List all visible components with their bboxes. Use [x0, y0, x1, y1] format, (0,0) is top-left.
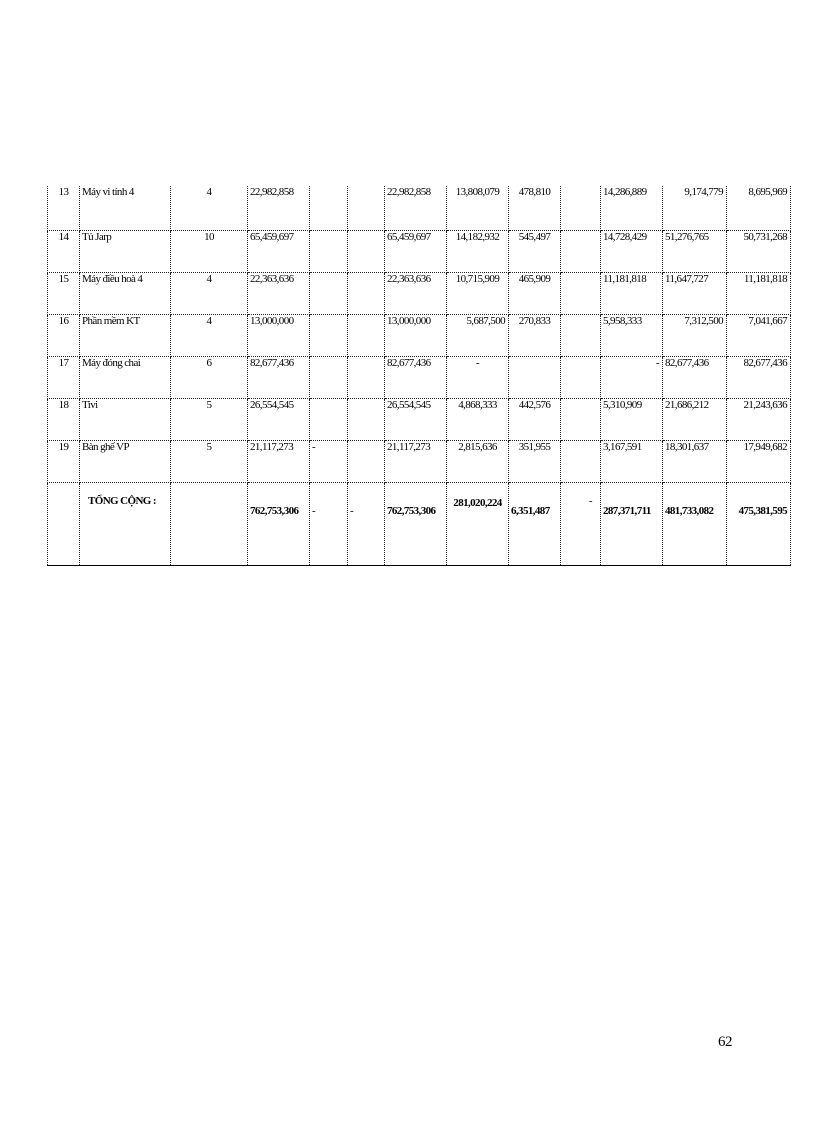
useful-life: 4: [171, 315, 248, 357]
cell-value: 8,695,969: [727, 186, 791, 231]
cell-value: 5,687,500: [447, 315, 509, 357]
cell-value: [348, 186, 385, 231]
cell-value: 50,731,268: [727, 231, 791, 273]
cell-value: [310, 315, 348, 357]
cell-value: 21,243,636: [727, 399, 791, 441]
total-value: 6,351,487: [509, 483, 561, 566]
cell-value: -: [601, 357, 663, 399]
cell-value: [509, 357, 561, 399]
cell-value: 13,000,000: [385, 315, 447, 357]
cell-value: 4,868,333: [447, 399, 509, 441]
cell-value: 65,459,697: [248, 231, 310, 273]
cell-value: [561, 357, 601, 399]
row-number: 16: [48, 315, 80, 357]
cell-value: 26,554,545: [385, 399, 447, 441]
cell-value: 3,167,591: [601, 441, 663, 483]
total-value: 281,020,224: [447, 483, 509, 566]
cell-value: 82,677,436: [663, 357, 727, 399]
row-number: 15: [48, 273, 80, 315]
cell-value: 10,715,909: [447, 273, 509, 315]
total-value: -: [310, 483, 348, 566]
cell-value: [348, 315, 385, 357]
cell-value: 26,554,545: [248, 399, 310, 441]
cell-value: 18,301,637: [663, 441, 727, 483]
cell-value: [310, 231, 348, 273]
cell-value: 21,117,273: [248, 441, 310, 483]
cell-value: -: [310, 441, 348, 483]
useful-life: 4: [171, 186, 248, 231]
cell-value: 9,174,779: [663, 186, 727, 231]
cell-value: 14,728,429: [601, 231, 663, 273]
cell-value: 442,576: [509, 399, 561, 441]
total-value: 762,753,306: [385, 483, 447, 566]
table-row: [48, 231, 791, 273]
total-value: -: [561, 483, 601, 566]
asset-name: Tivi: [80, 399, 171, 441]
cell-value: [561, 186, 601, 231]
asset-name: Phần mềm KT: [80, 315, 171, 357]
asset-name: Máy điều hoà 4: [80, 273, 171, 315]
cell-value: [561, 441, 601, 483]
cell-value: [310, 399, 348, 441]
cell-value: [348, 399, 385, 441]
cell-value: 22,982,858: [385, 186, 447, 231]
row-number: 14: [48, 231, 80, 273]
cell-value: 478,810: [509, 186, 561, 231]
total-value: 475,381,595: [727, 483, 791, 566]
cell-value: 82,677,436: [385, 357, 447, 399]
asset-depreciation-table: [47, 186, 791, 566]
useful-life: 5: [171, 399, 248, 441]
table-row: [48, 441, 791, 483]
total-row-number: [48, 483, 80, 566]
cell-value: [348, 231, 385, 273]
cell-value: 5,310,909: [601, 399, 663, 441]
cell-value: 11,181,818: [601, 273, 663, 315]
asset-name: Bàn ghế VP: [80, 441, 171, 483]
row-number: 19: [48, 441, 80, 483]
cell-value: 82,677,436: [727, 357, 791, 399]
cell-value: 5,958,333: [601, 315, 663, 357]
cell-value: 7,041,667: [727, 315, 791, 357]
total-value: -: [348, 483, 385, 566]
cell-value: 11,181,818: [727, 273, 791, 315]
table-row: [48, 273, 791, 315]
table-row: [48, 399, 791, 441]
cell-value: 82,677,436: [248, 357, 310, 399]
cell-value: 22,982,858: [248, 186, 310, 231]
cell-value: 22,363,636: [248, 273, 310, 315]
cell-value: 465,909: [509, 273, 561, 315]
cell-value: [561, 315, 601, 357]
cell-value: 14,182,932: [447, 231, 509, 273]
cell-value: [348, 357, 385, 399]
asset-name: Máy đóng chai: [80, 357, 171, 399]
cell-value: [310, 186, 348, 231]
cell-value: 351,955: [509, 441, 561, 483]
page-number: 62: [718, 1034, 732, 1050]
cell-value: [310, 273, 348, 315]
asset-name: Tủ Jarp: [80, 231, 171, 273]
table-row: [48, 357, 791, 399]
useful-life: 10: [171, 231, 248, 273]
cell-value: 22,363,636: [385, 273, 447, 315]
cell-value: 17,949,682: [727, 441, 791, 483]
cell-value: [561, 399, 601, 441]
total-empty-cell: [171, 483, 248, 566]
cell-value: 13,808,079: [447, 186, 509, 231]
cell-value: 13,000,000: [248, 315, 310, 357]
cell-value: 21,117,273: [385, 441, 447, 483]
cell-value: 14,286,889: [601, 186, 663, 231]
total-value: 287,371,711: [601, 483, 663, 566]
asset-name: Máy vi tính 4: [80, 186, 171, 231]
cell-value: [348, 441, 385, 483]
useful-life: 6: [171, 357, 248, 399]
cell-value: [348, 273, 385, 315]
cell-value: 2,815,636: [447, 441, 509, 483]
row-number: 17: [48, 357, 80, 399]
cell-value: -: [447, 357, 509, 399]
useful-life: 4: [171, 273, 248, 315]
table-row: [48, 315, 791, 357]
cell-value: 7,312,500: [663, 315, 727, 357]
total-value: 481,733,082: [663, 483, 727, 566]
total-row: [48, 483, 791, 566]
table-row: [48, 186, 791, 231]
useful-life: 5: [171, 441, 248, 483]
total-label: TỔNG CỘNG :: [80, 483, 171, 566]
cell-value: 51,276,765: [663, 231, 727, 273]
cell-value: [310, 357, 348, 399]
cell-value: 545,497: [509, 231, 561, 273]
cell-value: 270,833: [509, 315, 561, 357]
cell-value: [561, 273, 601, 315]
row-number: 13: [48, 186, 80, 231]
cell-value: 65,459,697: [385, 231, 447, 273]
cell-value: 21,686,212: [663, 399, 727, 441]
cell-value: 11,647,727: [663, 273, 727, 315]
row-number: 18: [48, 399, 80, 441]
total-value: 762,753,306: [248, 483, 310, 566]
cell-value: [561, 231, 601, 273]
